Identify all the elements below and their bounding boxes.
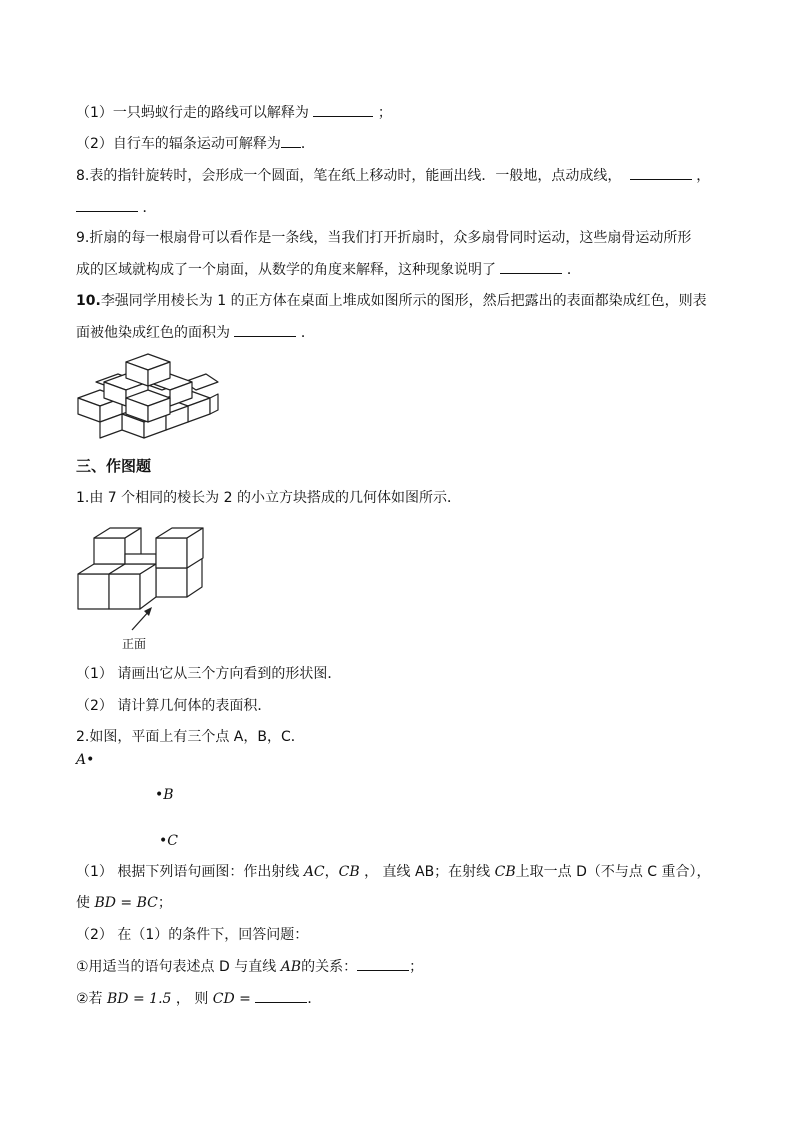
q10-line1: 10.李强同学用棱长为 1 的正方体在桌面上堆成如图所示的图形，然后把露出的表面都染成红色，则表 <box>76 293 707 309</box>
q7-sub2: （2）自行车的辐条运动可解释为 ． <box>76 133 315 154</box>
answer-blank[interactable] <box>76 197 138 212</box>
point-c-label: •C <box>159 833 178 849</box>
problem2-sub2: （2） 在（1）的条件下，回答问题： <box>76 927 309 943</box>
answer-blank[interactable] <box>357 956 409 971</box>
section-heading: 三、作图题 <box>76 457 152 475</box>
point-a-label: A• <box>76 752 95 768</box>
answer-blank[interactable] <box>234 322 296 337</box>
answer-blank[interactable] <box>281 133 301 148</box>
problem2-c2: ②若 BD = 1.5 ， 则 CD = ． <box>76 988 321 1009</box>
q7-sub1: （1）一只蚂蚁行走的路线可以解释为 ； <box>76 102 392 123</box>
cubes-solid-figure <box>76 520 206 634</box>
problem2-intro: 2.如图，平面上有三个点 A，B，C． <box>76 729 305 745</box>
answer-blank[interactable] <box>255 988 307 1003</box>
answer-blank[interactable] <box>313 102 373 117</box>
q8-line2: ． <box>76 197 156 218</box>
problem1-sub2: （2） 请计算几何体的表面积． <box>76 698 272 714</box>
q8-line1: 8.表的指针旋转时，会形成一个圆面，笔在纸上移动时，能画出线．一般地，点动成线， ， <box>76 165 710 186</box>
q9-line1: 9.折扇的每一根扇骨可以看作是一条线，当我们打开折扇时，众多扇骨同时运动，这些扇骨运动所形 <box>76 230 692 246</box>
q10-line2: 面被他染成红色的面积为 ． <box>76 322 315 343</box>
q9-line2: 成的区域就构成了一个扇面，从数学的角度来解释，这种现象说明了 ． <box>76 259 581 280</box>
problem2-sub1-line1: （1） 根据下列语句画图：作出射线 AC，CB ， 直线 AB；在射线 CB上取一点 D（不与点 C 重合）， <box>76 864 711 880</box>
point-b-label: •B <box>155 787 174 803</box>
problem1-intro: 1.由 7 个相同的棱长为 2 的小立方块搭成的几何体如图所示． <box>76 490 461 506</box>
answer-blank[interactable] <box>630 165 692 180</box>
problem1-sub1: （1） 请画出它从三个方向看到的形状图． <box>76 666 342 682</box>
problem2-sub1-line2: 使 BD = BC； <box>76 895 172 911</box>
cube-pyramid-figure <box>76 352 222 448</box>
answer-blank[interactable] <box>500 259 562 274</box>
front-label: 正面 <box>122 637 147 651</box>
problem2-c1: ①用适当的语句表述点 D 与直线 AB的关系： ； <box>76 956 423 977</box>
